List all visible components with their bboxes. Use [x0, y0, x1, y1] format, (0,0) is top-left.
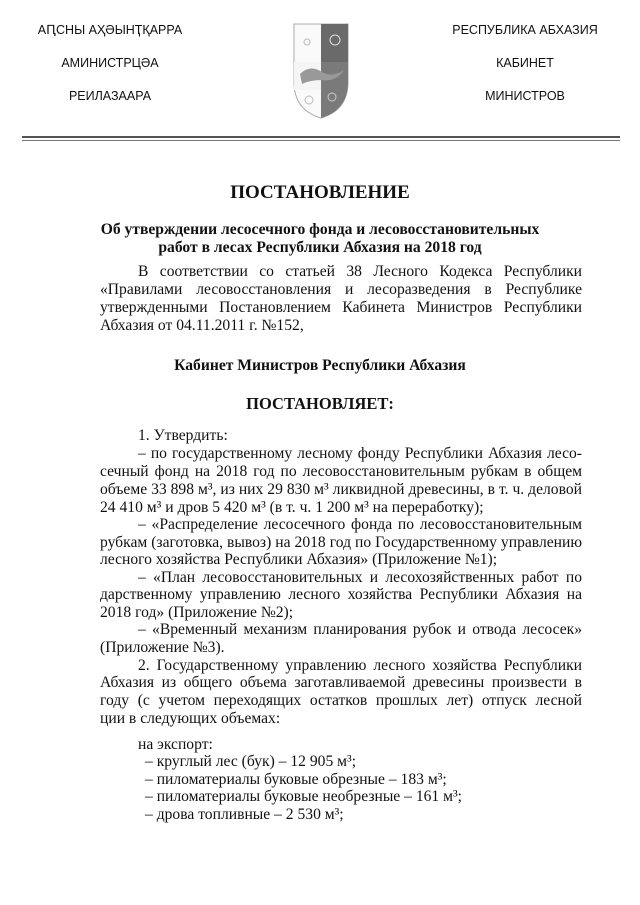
body-line: объеме 33 898 м³, из них 29 830 м³ ликвидной древесины, в т. ч. деловой: [100, 481, 582, 498]
preamble-line-3: утвержденными Постановлением Кабинета Министров Республики: [100, 299, 582, 316]
body-line: году (с учетом переходящих остатков прошлых лет) отпуск лесной: [100, 692, 582, 709]
body-line: Абхазия из общего объема заготавливаемой древесины произвести в: [100, 674, 582, 691]
body-line: – по государственному лесному фонду Республики Абхазия лесо-: [138, 445, 582, 462]
header-right-line-1: РЕСПУБЛИКА АБХАЗИЯ: [452, 23, 598, 37]
body-line: – «Временный механизм планирования рубок и отвода лесосек»: [138, 621, 582, 638]
export-item: – пиломатериалы буковые необрезные – 161 м³;: [145, 788, 462, 805]
document-title: ПОСТАНОВЛЕНИЕ: [230, 182, 410, 203]
body-line: сечный фонд на 2018 год по лесовосстановительным рубкам в общем: [100, 463, 582, 480]
body-line: – «План лесовосстановительных и лесохозяйственных работ по: [138, 569, 582, 586]
subtitle-line-2: работ в лесах Республики Абхазия на 2018 год: [158, 239, 482, 256]
body-line: (Приложение №3).: [100, 639, 225, 656]
header-left-line-2: АМИНИСТРЦӘА: [61, 56, 159, 70]
preamble-line-1: В соответствии со статьей 38 Лесного Кодекса Республики: [138, 263, 582, 280]
coat-of-arms-emblem: [292, 22, 350, 120]
subtitle-line-1: Об утверждении лесосечного фонда и лесовосстановительных: [100, 221, 540, 238]
body-line: 1. Утвердить:: [138, 427, 228, 444]
export-item: – дрова топливные – 2 530 м³;: [145, 806, 344, 823]
preamble-line-4: Абхазия от 04.11.2011 г. №152,: [100, 317, 304, 334]
export-item: – пиломатериалы буковые обрезные – 183 м³;: [145, 771, 447, 788]
body-line: 2. Государственному управлению лесного хозяйства Республики: [138, 657, 582, 674]
body-line: – «Распределение лесосечного фонда по лесовосстановительным: [138, 516, 582, 533]
decree-heading: ПОСТАНОВЛЯЕТ:: [246, 394, 394, 413]
issuer-heading: Кабинет Министров Республики Абхазия: [174, 357, 466, 374]
header-right-line-2: КАБИНЕТ: [496, 56, 554, 70]
body-line: 24 410 м³ и дров 5 420 м³ (в т. ч. 1 200 м³ на переработку);: [100, 499, 484, 516]
body-line: дарственному управлению лесного хозяйства Республики Абхазия на: [100, 586, 582, 603]
header-divider: [22, 136, 620, 138]
body-line: ции в следующих объемах:: [100, 710, 281, 727]
body-line: лесного хозяйства Республики Абхазия» (Приложение №1);: [100, 551, 498, 568]
body-line: 2018 год» (Приложение №2);: [100, 604, 294, 621]
preamble-line-2: «Правилами лесовосстановления и лесоразведения в Республике: [100, 281, 582, 298]
header-left-line-1: АԤСНЫ АҲӘЫНҬҚАРРА: [37, 23, 183, 37]
export-label: на экспорт:: [138, 736, 213, 753]
header-left-line-3: РЕИЛАЗААРА: [68, 89, 152, 103]
body-line: рубкам (заготовка, вывоз) на 2018 год по Государственному управлению: [100, 534, 582, 551]
header-divider-thin: [22, 140, 620, 141]
export-item: – круглый лес (бук) – 12 905 м³;: [145, 753, 357, 770]
header-right-line-3: МИНИСТРОВ: [485, 89, 565, 103]
